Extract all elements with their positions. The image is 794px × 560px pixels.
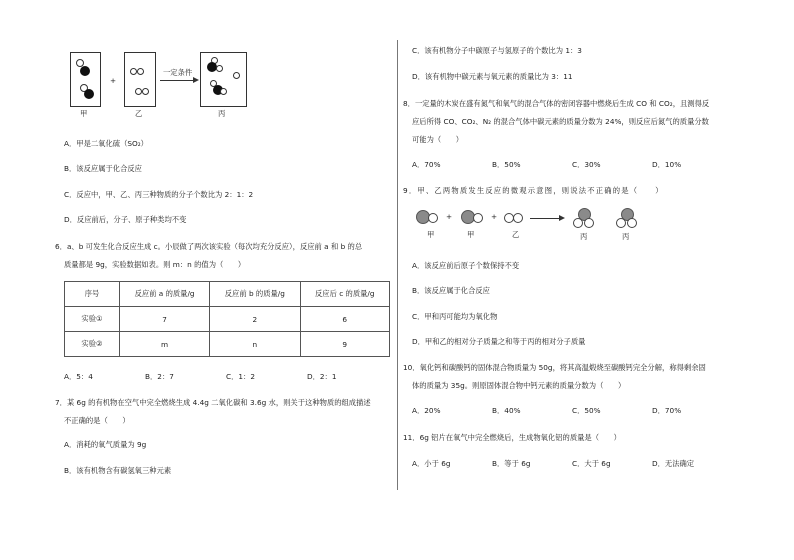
white-atom <box>233 72 240 79</box>
label-bing: 丙 <box>580 232 588 241</box>
q10-option-d: D．70% <box>652 406 682 415</box>
q7-option-a: A．消耗的氧气质量为 9g <box>64 440 147 449</box>
q5-option-b: B．该反应属于化合反应 <box>64 164 142 173</box>
table-cell: 实验① <box>65 307 120 332</box>
reaction-arrow <box>160 80 194 81</box>
q10-stem-line1: 10．氧化钙和碳酸钙的固体混合物质量为 50g，将其高温煅烧至碳酸钙完全分解，称得剩余固 <box>403 363 706 372</box>
white-atom <box>130 68 137 75</box>
q10-option-c: C．50% <box>572 406 601 415</box>
q6-data-table <box>64 281 390 357</box>
white-atom <box>627 218 637 228</box>
q6-option-b: B．2：7 <box>145 372 174 381</box>
q6-option-a: A．5：4 <box>64 372 93 381</box>
q11-stem: 11．6g 铝片在氧气中完全燃烧后，生成物氧化铝的质量是（ ） <box>403 433 621 442</box>
q6-stem-line2: 质量都是 9g，实验数据如表。则 m：n 的值为（ ） <box>64 260 246 269</box>
white-atom <box>142 88 149 95</box>
q9-option-c: C．甲和丙可能均为氧化物 <box>412 312 498 321</box>
white-atom <box>216 65 223 72</box>
table-cell: m <box>120 332 210 357</box>
table-header-cell: 反应前 a 的质量/g <box>120 282 210 307</box>
q10-stem-line2: 体的质量为 35g。则原固体混合物中钙元素的质量分数为（ ） <box>412 381 626 390</box>
q11-option-d: D．无法确定 <box>652 459 695 468</box>
q10-option-b: B．40% <box>492 406 521 415</box>
table-header-cell: 反应前 b 的质量/g <box>210 282 300 307</box>
table-header-cell: 序号 <box>65 282 120 307</box>
q11-option-b: B．等于 6g <box>492 459 531 468</box>
q8-stem-line1: 8．一定量的木炭在盛有氮气和氧气的混合气体的密闭容器中燃烧后生成 CO 和 CO₂，且测得反 <box>403 99 710 108</box>
label-jia: 甲 <box>467 230 475 239</box>
q9-option-b: B．该反应属于化合反应 <box>412 286 490 295</box>
q7-stem-line1: 7．某 6g 的有机物在空气中完全燃烧生成 4.4g 二氧化碳和 3.6g 水，则关于这种物质的组成描述 <box>55 398 371 407</box>
q8-option-b: B．50% <box>492 160 521 169</box>
black-atom <box>84 89 94 99</box>
box-bing <box>200 52 247 107</box>
label-jia: 甲 <box>80 109 88 118</box>
q6-option-c: C．1：2 <box>226 372 255 381</box>
q6-stem-line1: 6．a、b 可发生化合反应生成 c。小辰做了两次该实验（每次均充分反应），反应前 a 和 b 的总 <box>55 242 363 251</box>
table-row <box>65 307 390 332</box>
table-cell: 7 <box>120 307 210 332</box>
white-atom <box>137 68 144 75</box>
q7-option-c: C．该有机物分子中碳原子与氢原子的个数比为 1：3 <box>412 46 582 55</box>
label-jia: 甲 <box>427 230 435 239</box>
column-divider <box>397 40 398 490</box>
q7-stem-line2: 不正确的是（ ） <box>64 416 130 425</box>
q8-option-c: C．30% <box>572 160 601 169</box>
table-row <box>65 332 390 357</box>
q7-option-d: D．该有机物中碳元素与氧元素的质量比为 3：11 <box>412 72 573 81</box>
white-atom <box>616 218 626 228</box>
q8-stem-line3: 可能为（ ） <box>412 135 464 144</box>
white-atom <box>573 218 583 228</box>
q9-option-a: A．该反应前后原子个数保持不变 <box>412 261 520 270</box>
table-cell: 实验② <box>65 332 120 357</box>
q9-option-d: D．甲和乙的相对分子质量之和等于丙的相对分子质量 <box>412 337 586 346</box>
q5-option-d: D．反应前后，分子、原子种类均不变 <box>64 215 187 224</box>
box-yi <box>124 52 156 107</box>
label-bing: 丙 <box>218 109 226 118</box>
label-yi: 乙 <box>512 230 520 239</box>
q5-option-c: C．反应中，甲、乙、丙三种物质的分子个数比为 2：1：2 <box>64 190 254 199</box>
table-cell: 9 <box>300 332 389 357</box>
plus-sign: + <box>491 212 498 221</box>
arrow-head <box>559 215 565 221</box>
q11-option-c: C．大于 6g <box>572 459 611 468</box>
arrow-head <box>193 77 199 83</box>
white-atom <box>428 213 438 223</box>
table-cell: n <box>210 332 300 357</box>
q7-option-b: B．该有机物含有碳氢氧三种元素 <box>64 466 172 475</box>
black-atom <box>80 66 90 76</box>
q5-option-a: A．甲是二氧化硫（SO₂） <box>64 139 148 148</box>
q8-option-a: A．70% <box>412 160 441 169</box>
reaction-condition: 一定条件 <box>163 68 193 77</box>
white-atom <box>220 88 227 95</box>
white-atom <box>513 213 523 223</box>
white-atom <box>473 213 483 223</box>
table-cell: 2 <box>210 307 300 332</box>
q6-option-d: D．2：1 <box>307 372 337 381</box>
plus-sign: + <box>446 212 453 221</box>
label-yi: 乙 <box>135 109 143 118</box>
q9-stem: 9．甲、乙两物质发生反应的微观示意图，则说法不正确的是（ ） <box>403 186 664 195</box>
plus-sign: + <box>110 76 117 85</box>
label-bing: 丙 <box>622 232 630 241</box>
box-jia <box>70 52 101 107</box>
q8-option-d: D．10% <box>652 160 682 169</box>
table-cell: 6 <box>300 307 389 332</box>
q8-stem-line2: 应后所得 CO、CO₂、N₂ 的混合气体中碳元素的质量分数为 24%，则反应后氮气的质量分数 <box>412 117 709 126</box>
reaction-arrow <box>530 218 560 219</box>
table-header-cell: 反应后 c 的质量/g <box>300 282 389 307</box>
q10-option-a: A．20% <box>412 406 441 415</box>
q11-option-a: A．小于 6g <box>412 459 451 468</box>
white-atom <box>584 218 594 228</box>
table-header-row <box>65 282 390 307</box>
white-atom <box>135 88 142 95</box>
